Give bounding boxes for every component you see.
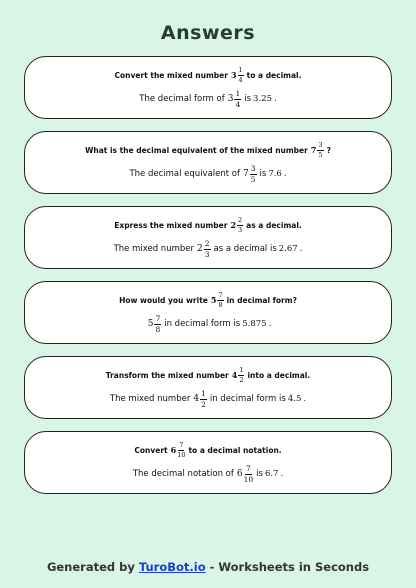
whole-part: 5: [210, 295, 217, 305]
numerator: 3: [250, 164, 256, 173]
numerator: 7: [179, 441, 184, 449]
answer-suffix: .: [280, 469, 284, 479]
answer-text: [145, 315, 272, 333]
answer-prefix: The mixed number: [109, 394, 191, 404]
answer-card: [24, 281, 392, 344]
question-text: [85, 142, 331, 158]
question-text: [106, 367, 310, 383]
answer-suffix: .: [303, 394, 307, 404]
whole-part: 7: [243, 169, 249, 179]
footer-suffix: - Worksheets in Seconds: [209, 560, 370, 574]
decimal-value: 2.67: [278, 244, 298, 254]
whole-part: 5: [147, 319, 154, 329]
answer-suffix: .: [283, 169, 287, 179]
answer-card: [24, 206, 392, 269]
answer-middle: in decimal form is: [164, 319, 241, 329]
mixed-number: [193, 390, 207, 408]
question-suffix: ?: [326, 145, 331, 155]
numerator: 1: [235, 89, 241, 98]
whole-part: 6: [236, 469, 243, 479]
mixed-number: [311, 142, 324, 158]
question-suffix: to a decimal notation.: [188, 445, 282, 455]
numerator: 2: [204, 239, 210, 248]
question-prefix: Transform the mixed number: [105, 370, 229, 380]
numerator: 1: [239, 366, 244, 374]
question-suffix: to a decimal.: [246, 70, 302, 80]
answer-text: [114, 240, 303, 258]
whole-part: 3: [227, 94, 234, 104]
whole-part: 3: [230, 70, 237, 80]
answer-prefix: The decimal equivalent of: [129, 169, 240, 179]
question-prefix: How would you write: [119, 295, 208, 305]
decimal-value: 5.875: [242, 319, 267, 329]
answer-text: [133, 465, 283, 483]
answer-text: [139, 90, 276, 108]
question-prefix: Convert the mixed number: [114, 70, 228, 80]
fraction: [250, 165, 257, 183]
fraction: [177, 442, 185, 458]
denominator: 8: [155, 324, 161, 334]
answer-suffix: .: [273, 94, 277, 104]
denominator: 3: [238, 225, 243, 234]
denominator: 8: [218, 300, 223, 309]
fraction: [238, 367, 244, 383]
numerator: 1: [238, 66, 243, 74]
fraction: [200, 390, 207, 408]
footer: [0, 560, 416, 574]
fraction: [244, 465, 254, 483]
mixed-number: [230, 217, 243, 233]
whole-part: 7: [310, 145, 317, 155]
answer-suffix: .: [268, 319, 272, 329]
question-text: [134, 442, 281, 458]
whole-part: 2: [197, 244, 203, 254]
numerator: 7: [218, 291, 223, 299]
whole-part: 2: [230, 220, 237, 230]
numerator: 3: [318, 141, 323, 149]
numerator: 2: [238, 216, 243, 224]
mixed-number: [232, 367, 245, 383]
fraction: [317, 142, 323, 158]
mixed-number: [243, 165, 257, 183]
denominator: 4: [235, 99, 241, 109]
question-suffix: in decimal form?: [226, 295, 297, 305]
answer-middle: is: [259, 169, 267, 179]
question-suffix: into a decimal.: [247, 370, 311, 380]
page-title: Answers: [160, 22, 256, 44]
denominator: 5: [318, 150, 323, 159]
question-prefix: Convert: [134, 445, 168, 455]
denominator: 10: [243, 474, 254, 484]
whole-part: 6: [170, 445, 177, 455]
whole-part: 4: [231, 370, 238, 380]
answer-text: [110, 390, 306, 408]
question-prefix: Express the mixed number: [114, 220, 228, 230]
denominator: 2: [201, 399, 206, 409]
answer-middle: is: [256, 469, 263, 479]
answer-prefix: The mixed number: [113, 244, 194, 254]
fraction: [217, 292, 223, 308]
question-text: [114, 217, 302, 233]
denominator: 2: [239, 375, 244, 384]
footer-prefix: Generated by: [46, 560, 135, 574]
question-prefix: What is the decimal equivalent of the mixed number: [85, 145, 308, 155]
mixed-number: [197, 240, 211, 258]
mixed-number: [228, 90, 242, 108]
whole-part: 4: [193, 394, 200, 404]
answer-middle: in decimal form is: [209, 394, 286, 404]
mixed-number: [148, 315, 162, 333]
decimal-value: 4.5: [287, 394, 302, 404]
answer-prefix: The decimal notation of: [132, 469, 234, 479]
question-suffix: as a decimal.: [246, 220, 302, 230]
turobot-link[interactable]: TuroBot.io: [138, 560, 206, 574]
denominator: 5: [250, 174, 256, 184]
answer-middle: as a decimal is: [213, 244, 277, 254]
numerator: 1: [201, 389, 206, 398]
decimal-value: 3.25: [253, 94, 272, 104]
numerator: 7: [245, 464, 251, 473]
answer-text: [129, 165, 286, 183]
mixed-number: [211, 292, 224, 308]
denominator: 3: [204, 249, 210, 259]
numerator: 7: [155, 314, 161, 323]
answer-card: [24, 356, 392, 419]
fraction: [154, 315, 161, 333]
fraction: [238, 67, 244, 83]
denominator: 4: [238, 75, 243, 84]
denominator: 10: [177, 450, 186, 459]
answer-list: [24, 56, 392, 506]
question-text: [115, 67, 302, 83]
fraction: [234, 90, 241, 108]
question-text: [119, 292, 297, 308]
mixed-number: [171, 442, 186, 458]
answer-prefix: The decimal form of: [139, 94, 225, 104]
mixed-number: [237, 465, 253, 483]
answer-card: [24, 431, 392, 494]
answer-card: [24, 131, 392, 194]
fraction: [237, 217, 243, 233]
mixed-number: [231, 67, 244, 83]
answer-card: [24, 56, 392, 119]
decimal-value: 6.7: [264, 469, 279, 479]
decimal-value: 7.6: [268, 169, 282, 179]
fraction: [204, 240, 211, 258]
answer-middle: is: [244, 94, 252, 104]
answer-suffix: .: [299, 244, 303, 254]
